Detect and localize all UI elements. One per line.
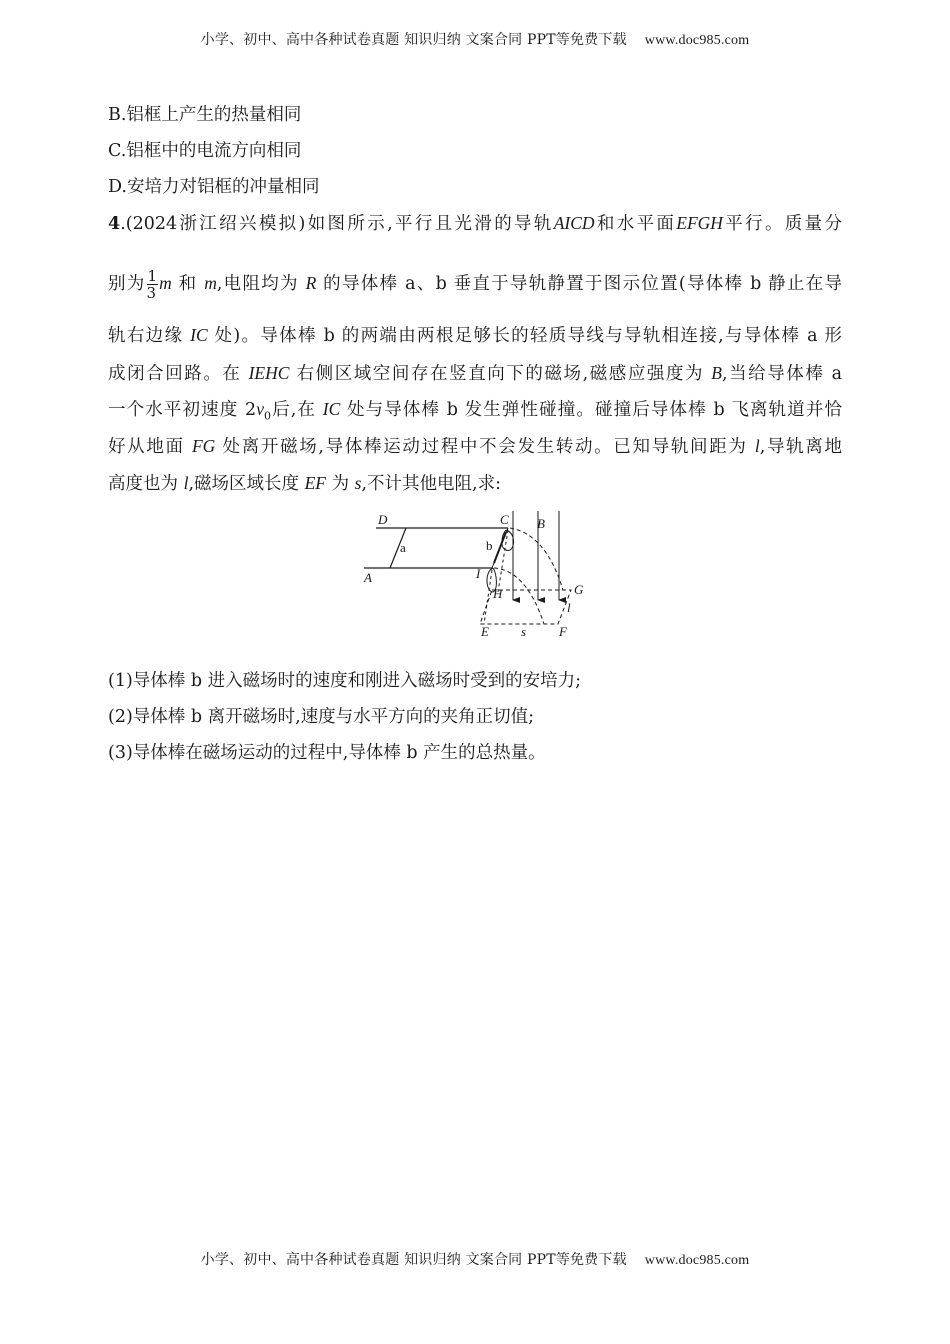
- fraction-one-third: $\frac{1}{3}$: [146, 267, 158, 302]
- label-s: s: [521, 624, 527, 639]
- edge-IE: [484, 570, 492, 624]
- sub-question-3: (3)导体棒在磁场运动的过程中,导体棒 b 产生的总热量。: [108, 743, 546, 763]
- label-A: A: [364, 570, 372, 585]
- option-d: D.安培力对铝框的冲量相同: [108, 177, 320, 197]
- footer-text: 小学、初中、高中各种试卷真题 知识归纳 文案合同 PPT等免费下载: [200, 1252, 627, 1268]
- label-F: F: [559, 624, 567, 639]
- label-l: l: [567, 600, 571, 615]
- trajectory-upper: [510, 528, 563, 590]
- question-number: 4: [108, 214, 121, 234]
- header-text: 小学、初中、高中各种试卷真题 知识归纳 文案合同 PPT等免费下载: [200, 32, 627, 48]
- label-a: a: [400, 540, 406, 555]
- question-line-2: 别为 $\frac{1}{3}$ m 和 m,电阻均为 R 的导体棒 a、b 垂直于导轨静置于图示位置(导体棒 b 静止在导: [108, 267, 842, 302]
- question-line-5: 一个水平初速度 $2v_0$后,在 IC 处与导体棒 b 发生弹性碰撞。碰撞后导体棒 b 飞离轨道并恰: [108, 399, 842, 423]
- rod-b: [494, 532, 506, 563]
- label-D: D: [378, 512, 388, 527]
- option-b: B.铝框上产生的热量相同: [108, 105, 302, 125]
- label-G: G: [574, 582, 584, 597]
- label-H: H: [493, 586, 503, 601]
- question-line-1: 4.(2024浙江绍兴模拟)如图所示,平行且光滑的导轨AICD和水平面EFGH平行。质量分: [108, 213, 842, 234]
- header-site[interactable]: www.doc985.com: [644, 33, 750, 48]
- footer-site[interactable]: www.doc985.com: [644, 1253, 750, 1268]
- question-line-3: 轨右边缘 IC 处)。导体棒 b 的两端由两根足够长的轻质导线与导轨相连接,与导体棒 a 形: [108, 325, 842, 346]
- label-E: E: [481, 624, 489, 639]
- option-c: C.铝框中的电流方向相同: [108, 141, 302, 161]
- label-I: I: [476, 566, 481, 581]
- label-C: C: [500, 512, 509, 527]
- rail-magnetic-field-figure: [360, 508, 592, 642]
- question-line-4: 成闭合回路。在 IEHC 右侧区域空间存在竖直向下的磁场,磁感应强度为 B,当给导体棒 a: [108, 363, 842, 384]
- question-line-6: 好从地面 FG 处离开磁场,导体棒运动过程中不会发生转动。已知导轨间距为 l,导轨离地: [108, 436, 842, 457]
- page-header: [0, 29, 950, 49]
- page-footer: [0, 1249, 950, 1269]
- sub-question-2: (2)导体棒 b 离开磁场时,速度与水平方向的夹角正切值;: [108, 707, 535, 727]
- sub-question-1: (1)导体棒 b 进入磁场时的速度和刚进入磁场时受到的安培力;: [108, 671, 582, 691]
- label-B: B: [537, 516, 545, 531]
- question-line-7: 高度也为 l,磁场区域长度 EF 为 s,不计其他电阻,求:: [108, 473, 501, 494]
- label-b: b: [486, 538, 493, 553]
